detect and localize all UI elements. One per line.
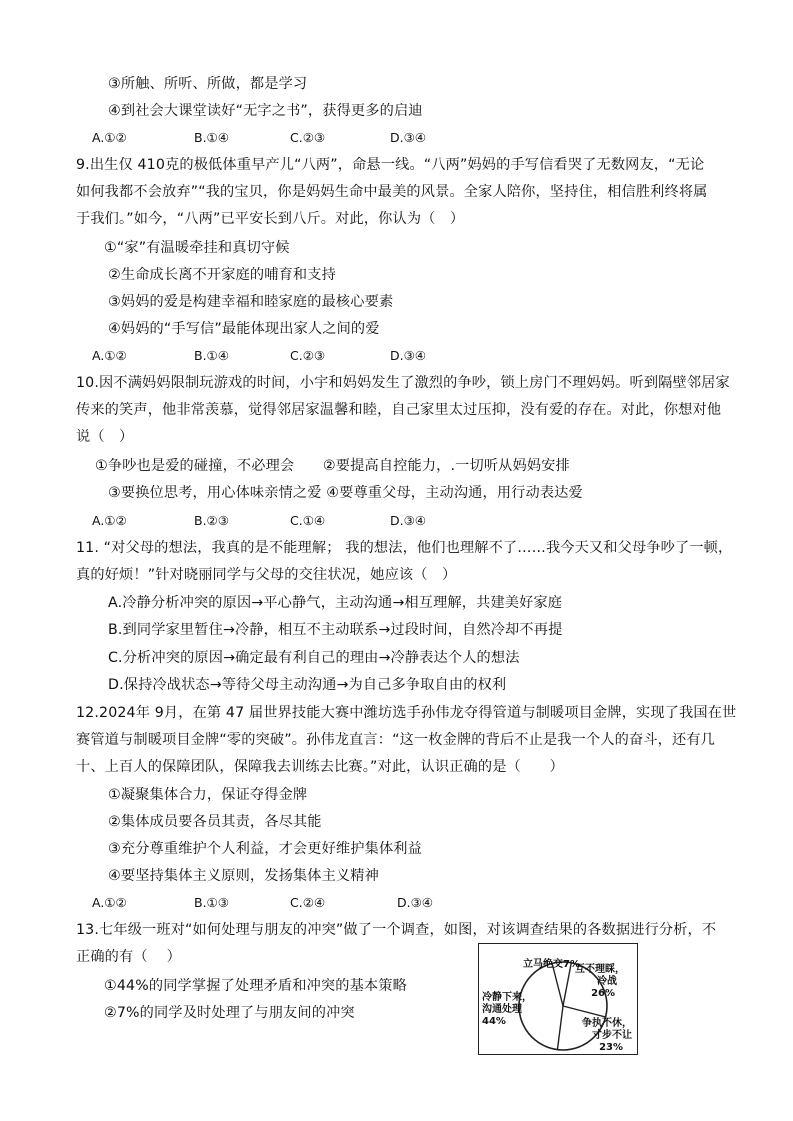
q9-stem-line-2: 如何我都不会放弃”“我的宝贝，你是妈妈生命中最美的风景。全家人陪你，坚持住，相信胜利终将属: [76, 184, 708, 200]
q13-stem-line-1: 13.七年级一班对“如何处理与朋友的冲突”做了一个调查，如图，对该调查结果的各数据进行分析，不: [76, 922, 717, 938]
choice-b: B.②③: [194, 513, 229, 528]
q9-option-3: ③妈妈的爱是构建幸福和睦家庭的最核心要素: [108, 294, 394, 310]
choice-b: B.①④: [194, 348, 229, 363]
choice-c: C.①④: [290, 513, 326, 528]
label-calm-line-1: 冷静下来，: [482, 992, 532, 1003]
q12-answer-choices: [92, 893, 692, 913]
q11-option-a: A.冷静分析冲突的原因→平心静气，主动沟通→相互理解，共建美好家庭: [108, 595, 563, 611]
q9-answer-choices: [92, 346, 692, 366]
q9-stem-line-1: 9.出生仅 410克的极低体重早产儿“八两”，命悬一线。“八两”妈妈的手写信看哭了无数网友，“无论: [76, 157, 705, 173]
label-cold-war-line-2: 冷战: [597, 976, 617, 987]
choice-c: C.②③: [290, 130, 326, 145]
choice-a: A.①②: [92, 895, 127, 910]
q10-stem-line-2: 传来的笑声，他非常羡慕，觉得邻居家温馨和睦，自己家里太过压抑，没有爱的存在。对此，你想对他: [76, 402, 722, 418]
q10-stem-line-3: 说（ ）: [76, 429, 134, 445]
q10-stem-line-1: 10.因不满妈妈限制玩游戏的时间，小宇和妈妈发生了激烈的争吵，锁上房门不理妈妈。听到隔壁邻居家: [76, 375, 730, 391]
label-cold-war-line-1: 互不理睬，: [575, 964, 625, 975]
q9-option-4: ④妈妈的“手写信”最能体现出家人之间的爱: [108, 321, 380, 337]
label-argue-pct: 23%: [599, 1042, 623, 1053]
label-cut-off: 立马绝交7%: [523, 959, 580, 970]
q10-answer-choices: [92, 511, 692, 531]
q10-options-1-2: ①争吵也是爱的碰撞，不必理会 ②要提高自控能力，.一切听从妈妈安排: [95, 458, 570, 474]
q11-option-b: B.到同学家里暂住→冷静，相互不主动联系→过段时间，自然冷却不再提: [108, 622, 563, 638]
choice-d: D.③④: [390, 348, 427, 363]
choice-b: B.①④: [194, 130, 229, 145]
q12-option-1: ①凝聚集体合力，保证夺得金牌: [108, 787, 308, 803]
q9-option-1: ①“家”有温暖牵挂和真切守候: [104, 240, 290, 256]
label-cold-war-pct: 26%: [591, 988, 615, 999]
q9-option-2: ②生命成长离不开家庭的哺育和支持: [108, 267, 336, 283]
label-calm-pct: 44%: [482, 1016, 506, 1027]
choice-d: D.③④: [390, 130, 427, 145]
pie-chart-svg: [479, 944, 636, 1053]
q8-option-3: ③所触、所听、所做，都是学习: [108, 76, 308, 92]
q13-option-2: ②7%的同学及时处理了与朋友间的冲突: [104, 1005, 355, 1021]
label-argue-line-1: 争执不休，: [582, 1018, 632, 1029]
q12-stem-line-2: 赛管道与制暖项目金牌“零的突破”。孙伟龙直言：“这一枚金牌的背后不止是我一个人的奋斗，还有几: [76, 732, 716, 748]
q9-stem-line-3: 于我们。”如今，“八两”已平安长到八斤。对此，你认为（ ）: [76, 211, 465, 227]
choice-a: A.①②: [92, 348, 127, 363]
q10-options-3-4: ③要换位思考，用心体味亲情之爱 ④要尊重父母，主动沟通，用行动表达爱: [108, 485, 583, 501]
label-argue-line-2: 寸步不让: [592, 1030, 632, 1041]
label-calm-line-2: 沟通处理: [482, 1004, 522, 1015]
q12-option-4: ④要坚持集体主义原则，发扬集体主义精神: [108, 868, 379, 884]
choice-c: C.②④: [290, 895, 326, 910]
q13-stem-line-2: 正确的有（ ）: [76, 949, 182, 965]
q13-option-1: ①44%的同学掌握了处理矛盾和冲突的基本策略: [104, 978, 407, 994]
q12-stem-line-1: 12.2024年 9月，在第 47 届世界技能大赛中潍坊选手孙伟龙夺得管道与制暖项目金牌，实现了我国在世: [76, 705, 737, 721]
choice-b: B.①③: [194, 895, 229, 910]
choice-c: C.②③: [290, 348, 326, 363]
choice-a: A.①②: [92, 130, 127, 145]
q11-option-c: C.分析冲突的原因→确定最有利自己的理由→冷静表达个人的想法: [108, 650, 520, 666]
q8-option-4: ④到社会大课堂读好“无字之书”，获得更多的启迪: [108, 103, 423, 119]
q12-stem-line-3: 十、上百人的保障团队，保障我去训练去比赛。”对此，认识正确的是（ ）: [76, 759, 564, 775]
choice-a: A.①②: [92, 513, 127, 528]
q11-stem-line-2: 真的好烦！”针对晓丽同学与父母的交往状况，她应该（ ）: [76, 567, 457, 583]
survey-pie-chart: [478, 943, 638, 1055]
choice-d: D.③④: [390, 513, 427, 528]
q11-option-d: D.保持冷战状态→等待父母主动沟通→为自己多争取自由的权利: [108, 677, 507, 693]
q8-answer-choices: [92, 128, 692, 148]
q12-option-3: ③充分尊重维护个人利益，才会更好维护集体利益: [108, 841, 422, 857]
q12-option-2: ②集体成员要各员其责，各尽其能: [108, 814, 322, 830]
choice-d: D.③④: [397, 895, 434, 910]
q11-stem-line-1: 11. “对父母的想法，我真的是不能理解； 我的想法，他们也理解不了……我今天又和父母争吵了一顿，: [76, 540, 733, 556]
